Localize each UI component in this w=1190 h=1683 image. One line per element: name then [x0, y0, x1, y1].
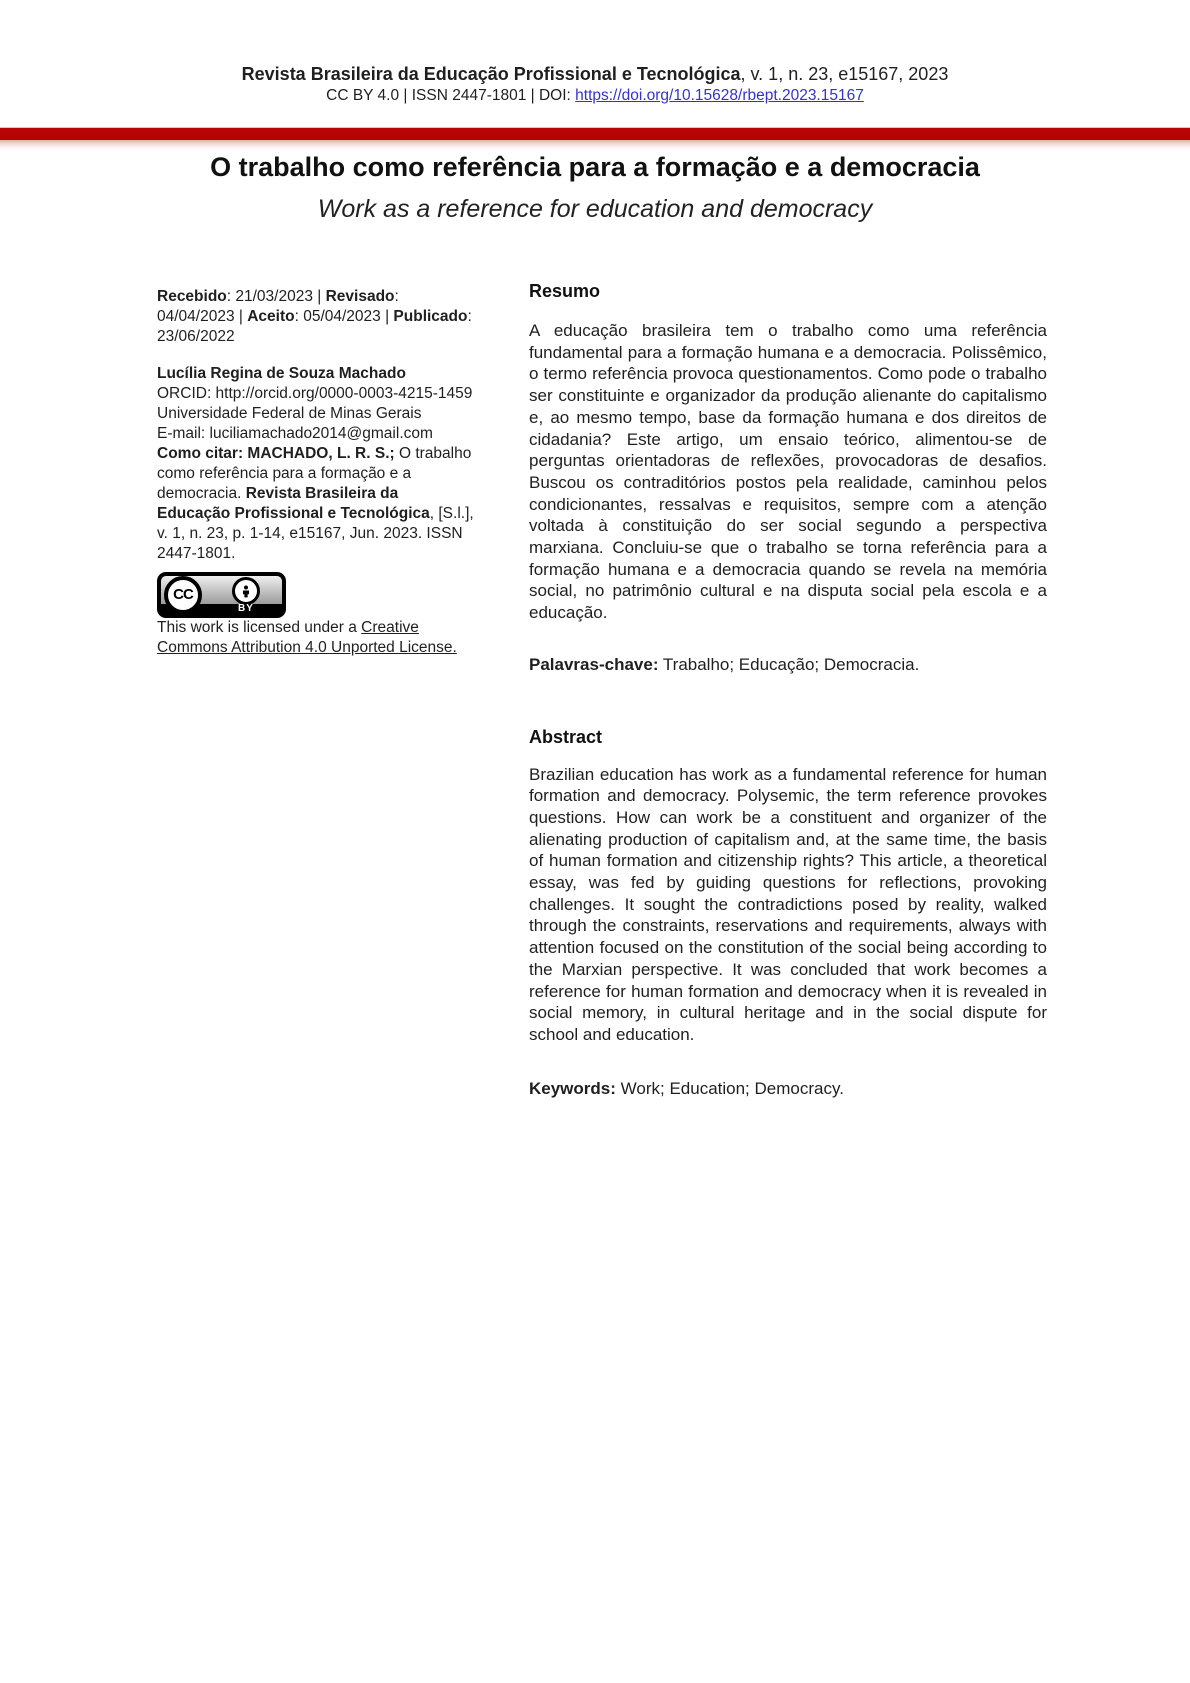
- author-name: Lucília Regina de Souza Machado: [157, 365, 406, 382]
- keywords-label: Keywords:: [529, 1078, 616, 1098]
- license-prefix: This work is licensed under a: [157, 619, 362, 636]
- journal-name: Revista Brasileira da Educação Profissional e Tecnológica: [241, 64, 741, 84]
- metadata-column: [157, 287, 475, 658]
- abstract-heading: Abstract: [529, 726, 603, 747]
- citation-details: , [S.l.], v. 1, n. 23, p. 1-14, e15167, Jun. 2023. ISSN 2447-1801.: [157, 505, 474, 562]
- license-statement: [157, 618, 475, 658]
- palavras-chave-label: Palavras-chave:: [529, 654, 659, 674]
- palavras-chave-value: Trabalho; Educação; Democracia.: [658, 654, 920, 674]
- author-email: E-mail: luciliamachado2014@gmail.com: [157, 425, 433, 442]
- cc-by-label: BY: [238, 603, 254, 614]
- journal-meta-line: [0, 86, 1190, 106]
- abstract-column: [529, 280, 1047, 1099]
- resumo-paragraph: A educação brasileira tem o trabalho como uma referência fundamental para a formação humana e a democracia. Polissêmico, o termo referência provoca questionamentos. Como pode o trabalho ser constituinte e organizador da produção alienante do capitalismo e, ao mesmo tempo, base da formação humana e dos direitos de cidadania? Este artigo, um ensaio teórico, alimentou-se de perguntas orientadoras de reflexões, provocadoras de desafios. Buscou os contraditórios postos pela realidade, caminhou pelos condicionantes, ressalvas e requisitos, sempre com a atenção voltada à constituição do ser social segundo a perspectiva marxiana. Concluiu-se que o trabalho se torna referência para a formação humana e a democracia quando se revela na memória social, no patrimônio cultural e na disputa social pela escola e a educação.: [529, 321, 1047, 623]
- journal-header: [0, 63, 1190, 106]
- resumo-heading: Resumo: [529, 281, 601, 301]
- abstract-paragraph: Brazilian education has work as a fundamental reference for human formation and democracy. Polysemic, the term reference provokes questions. How can work be a constituent and organizer of the alienating production of capitalism and, at the same time, the basis of human formation and citizenship rights? This article, a theoretical essay, was fed by guiding questions for reflections, provoking challenges. It sought the contradictions posed by reality, walked through the constraints, reservations and requirements, always with attention focused on the constitution of the social being according to the Marxian perspective. It was concluded that work becomes a reference for human formation and democracy when it is revealed in social memory, in cultural heritage and in the social dispute for school and education.: [529, 764, 1047, 1044]
- dates-block: [157, 287, 475, 347]
- palavras-chave-line: [529, 654, 1047, 676]
- author-affiliation: Universidade Federal de Minas Gerais: [157, 405, 422, 422]
- red-divider-bar: [0, 127, 1190, 152]
- license-link[interactable]: Creative Commons Attribution 4.0 Unported License.: [157, 619, 457, 656]
- citation-block: [157, 444, 475, 564]
- keywords-line: [529, 1078, 1047, 1100]
- value-publicado: : 23/06/2022: [157, 308, 472, 345]
- article-title-en: Work as a reference for education and democracy: [317, 195, 873, 223]
- author-orcid: ORCID: http://orcid.org/0000-0003-4215-1459: [157, 385, 473, 402]
- citation-label: Como citar: MACHADO, L. R. S.;: [157, 445, 395, 462]
- label-revisado: Revisado: [325, 288, 395, 305]
- cc-logo-icon: CC: [164, 576, 202, 614]
- article-title-pt: O trabalho como referência para a formação e a democracia: [210, 152, 980, 182]
- value-revisado: : 04/04/2023 |: [157, 288, 399, 325]
- keywords-value: Work; Education; Democracy.: [615, 1078, 844, 1098]
- author-block: [157, 364, 475, 444]
- citation-title: O trabalho como referência para a formação e a democracia.: [157, 445, 472, 502]
- label-recebido: Recebido: [157, 288, 227, 305]
- value-aceito: : 05/04/2023 |: [294, 308, 394, 325]
- label-publicado: Publicado: [393, 308, 468, 325]
- cc-attribution-person-icon: [232, 577, 260, 605]
- value-recebido: : 21/03/2023 |: [226, 288, 326, 305]
- label-aceito: Aceito: [247, 308, 295, 325]
- journal-license-issn: CC BY 4.0 | ISSN 2447-1801 | DOI:: [326, 87, 576, 104]
- doi-link[interactable]: https://doi.org/10.15628/rbept.2023.15167: [575, 87, 864, 104]
- citation-journal: Revista Brasileira da Educação Profissional e Tecnológica: [157, 485, 430, 522]
- journal-issue-info: , v. 1, n. 23, e15167, 2023: [740, 64, 949, 84]
- cc-by-badge: [157, 572, 286, 618]
- journal-title-line: [0, 63, 1190, 86]
